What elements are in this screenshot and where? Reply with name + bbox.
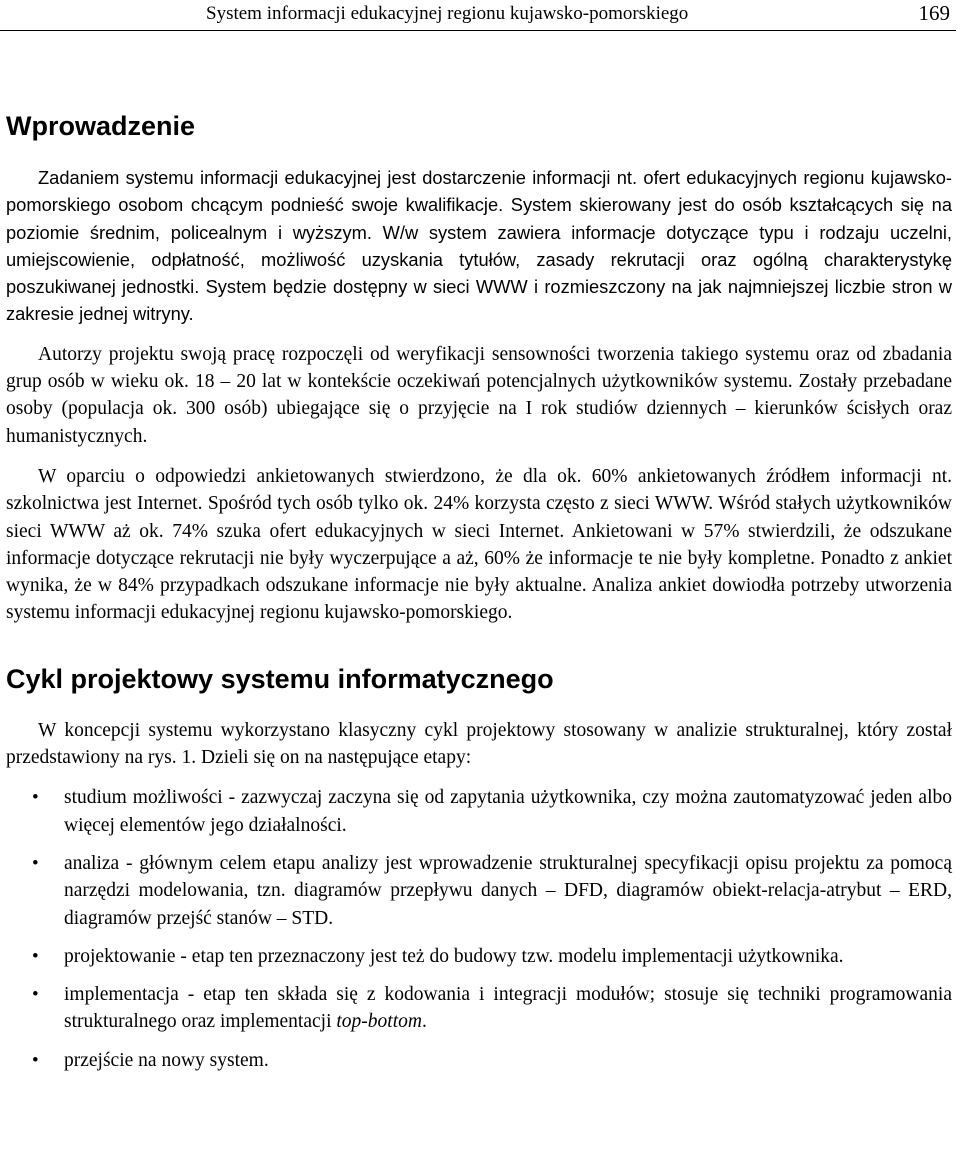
list-item-text: przejście na nowy system.: [64, 1049, 269, 1071]
list-item-text: studium możliwości - zazwyczaj zaczyna się od zapytania użytkownika, czy można zautomatyzować jeden albo więcej elementów jego działalności.: [64, 787, 952, 836]
list-item: [6, 1047, 952, 1074]
running-header: [0, 0, 956, 31]
list-item: [6, 981, 952, 1036]
paragraph: Zadaniem systemu informacji edukacyjnej jest dostarczenie informacji nt. ofert edukacyjnych regionu kujawsko-pomorskiego osobom chcącym podnieść swoje kwalifikacje. System skierowany jest do osób kształcących się na poziomie średnim, policealnym i wyższym. W/w system zawiera informacje dotyczące typu i rodzaju uczelni, umiejscowienie, odpłatność, możliwość uzyskania tytułów, zasady rekrutacji oraz ogólną charakterystykę poszukiwanej jednostki. System będzie dostępny w sieci WWW i rozmieszczony na jak najmniejszej liczbie stron w zakresie jednej witryny.: [6, 167, 952, 325]
paragraph: Autorzy projektu swoją pracę rozpoczęli od weryfikacji sensowności tworzenia takiego systemu oraz od zbadania grup osób w wieku ok. 18 – 20 lat w kontekście oczekiwań potencjalnych użytkowników systemu. Zostały przebadane osoby (populacja ok. 300 osób) ubiegające się o przyjęcie na I rok studiów dziennych – kierunków ścisłych oraz humanistycznych.: [6, 343, 952, 447]
section-heading-introduction: Wprowadzenie: [6, 111, 196, 141]
stages-list: [6, 784, 952, 1074]
emphasis-term: top-bottom: [336, 1011, 422, 1033]
list-item: [6, 850, 952, 932]
list-item-text: analiza - głównym celem etapu analizy jest wprowadzenie strukturalnej specyfikacji opisu projektu za pomocą narzędzi modelowania, tzn. diagramów przepływu danych – DFD, diagramów obiekt-relacja-atrybut – ERD, diagramów przejść stanów – STD.: [64, 852, 952, 929]
bullet-icon: •: [32, 852, 39, 874]
bullet-icon: •: [32, 1049, 39, 1071]
section-heading-project-cycle: Cykl projektowy systemu informatycznego: [6, 663, 554, 694]
list-item-text-main: implementacja - etap ten składa się z kodowania i integracji modułów; stosuje się techniki programowania strukturalnego oraz implementacji: [64, 984, 952, 1033]
list-item-text-tail: .: [421, 1011, 427, 1033]
list-item: [6, 943, 952, 970]
running-title: System informacji edukacyjnej regionu kujawsko-pomorskiego: [206, 3, 689, 24]
paragraph: W koncepcji systemu wykorzystano klasyczny cykl projektowy stosowany w analizie strukturalnej, który został przedstawiony na rys. 1. Dzieli się on na następujące etapy:: [6, 719, 952, 769]
bullet-icon: •: [32, 787, 39, 809]
list-item-text: projektowanie - etap ten przeznaczony jest też do budowy tzw. modelu implementacji użytkownika.: [64, 945, 844, 967]
list-item-text: [64, 984, 952, 1032]
page-number: 169: [918, 1, 950, 25]
bullet-icon: •: [32, 945, 39, 967]
page-content: [6, 108, 952, 1085]
bullet-icon: •: [32, 984, 39, 1006]
paragraph: W oparciu o odpowiedzi ankietowanych stwierdzono, że dla ok. 60% ankietowanych źródłem informacji nt. szkolnictwa jest Internet. Spośród tych osób tylko ok. 24% korzysta często z sieci WWW. Wśród stałych użytkowników sieci WWW aż ok. 74% szuka ofert edukacyjnych w sieci Internet. Ankietowani w 57% stwierdzili, że odszukane informacje dotyczące rekrutacji nie były wyczerpujące a aż, 60% że informacje te nie były kompletne. Ponadto z ankiet wynika, że w 84% przypadkach odszukane informacje nie były aktualne. Analiza ankiet dowiodła potrzeby utworzenia systemu informacji edukacyjnej regionu kujawsko-pomorskiego.: [6, 465, 952, 624]
list-item: [6, 784, 952, 839]
